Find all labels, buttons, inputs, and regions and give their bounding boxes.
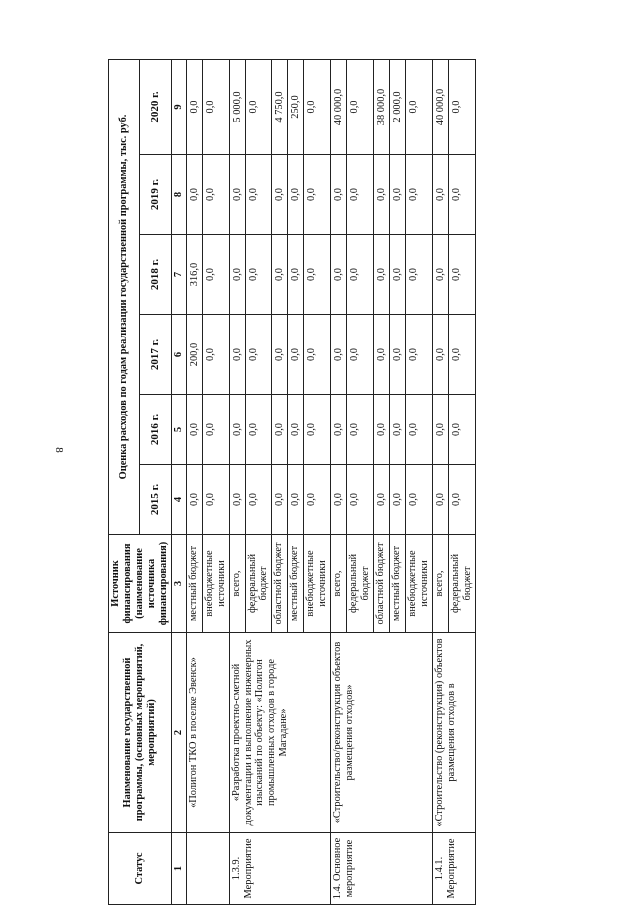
value-cell: 5 000,0 [229,60,245,155]
column-number: 2 [171,633,186,833]
row-source: областной бюджет [272,535,288,633]
header-status: Статус [109,833,172,905]
column-number: 3 [171,535,186,633]
row-status: 1.4. Основное мероприятие [331,833,433,905]
value-cell: 0,0 [202,315,229,395]
row-source: местный бюджет [288,535,304,633]
value-cell: 0,0 [374,465,390,535]
row-source: местный бюджет [186,535,202,633]
header-year: 2016 г. [139,395,171,465]
column-number: 6 [171,315,186,395]
value-cell: 0,0 [390,465,406,535]
value-cell: 0,0 [186,395,202,465]
value-cell: 0,0 [186,465,202,535]
row-status: 1.3.9. Мероприятие [229,833,331,905]
row-source: федеральный бюджет [245,535,272,633]
row-source: внебюджетные источники [202,535,229,633]
value-cell: 0,0 [406,465,433,535]
value-cell: 0,0 [288,155,304,235]
value-cell: 0,0 [288,465,304,535]
value-cell: 0,0 [288,315,304,395]
row-source: областной бюджет [374,535,390,633]
row-name: «Строительство/реконструкция объектов размещения отходов» [331,633,433,833]
value-cell: 0,0 [229,395,245,465]
value-cell: 0,0 [229,315,245,395]
value-cell: 0,0 [331,395,347,465]
value-cell: 0,0 [390,155,406,235]
row-source: федеральный бюджет [448,535,475,633]
column-number: 9 [171,60,186,155]
table-body [186,60,475,905]
value-cell: 0,0 [272,465,288,535]
value-cell: 4 750,0 [272,60,288,155]
value-cell: 0,0 [432,235,448,315]
header-name: Наименование государственной программы, (основных мероприятий, мероприятий) [109,633,172,833]
value-cell: 0,0 [406,315,433,395]
page-number: 8 [52,447,65,453]
value-cell: 0,0 [202,465,229,535]
value-cell: 0,0 [288,235,304,315]
value-cell: 0,0 [390,315,406,395]
value-cell: 0,0 [390,395,406,465]
row-name: «Строительство (реконструкция) объектов размещения отходов в [432,633,475,833]
value-cell: 0,0 [245,155,272,235]
value-cell: 0,0 [406,395,433,465]
value-cell: 0,0 [245,465,272,535]
table-row [331,60,347,905]
value-cell: 0,0 [448,235,475,315]
value-cell: 0,0 [272,155,288,235]
row-source: всего, [229,535,245,633]
value-cell: 0,0 [288,395,304,465]
value-cell: 250,0 [288,60,304,155]
value-cell: 2 000,0 [390,60,406,155]
value-cell: 40 000,0 [331,60,347,155]
row-source: местный бюджет [390,535,406,633]
value-cell: 0,0 [202,395,229,465]
column-number: 8 [171,155,186,235]
row-name: «Полигон ТКО в поселке Эвенск» [186,633,229,833]
column-number: 7 [171,235,186,315]
value-cell: 0,0 [245,315,272,395]
column-number: 1 [171,833,186,905]
value-cell: 0,0 [347,395,374,465]
value-cell: 0,0 [331,315,347,395]
value-cell: 0,0 [448,60,475,155]
value-cell: 0,0 [374,315,390,395]
value-cell: 0,0 [304,315,331,395]
header-year: 2019 г. [139,155,171,235]
value-cell: 0,0 [432,155,448,235]
value-cell: 0,0 [432,395,448,465]
column-number-row [171,60,186,905]
header-estimate: Оценка расходов по годам реализации государственной программы, тыс. руб. [109,60,140,535]
row-source: внебюджетные источники [406,535,433,633]
row-status [186,833,229,905]
value-cell: 0,0 [432,315,448,395]
table-row [432,60,448,905]
value-cell: 0,0 [304,465,331,535]
value-cell: 0,0 [272,395,288,465]
value-cell: 0,0 [374,155,390,235]
value-cell: 0,0 [202,155,229,235]
value-cell: 0,0 [406,235,433,315]
value-cell: 0,0 [304,155,331,235]
value-cell: 0,0 [272,315,288,395]
value-cell: 0,0 [448,315,475,395]
value-cell: 0,0 [390,235,406,315]
value-cell: 0,0 [347,155,374,235]
value-cell: 0,0 [347,60,374,155]
value-cell: 0,0 [347,315,374,395]
value-cell: 0,0 [432,465,448,535]
header-year: 2015 г. [139,465,171,535]
value-cell: 0,0 [331,155,347,235]
value-cell: 0,0 [245,60,272,155]
column-number: 5 [171,395,186,465]
table-row [186,60,202,905]
table-row [229,60,245,905]
value-cell: 0,0 [448,465,475,535]
value-cell: 0,0 [202,60,229,155]
row-source: федеральный бюджет [347,535,374,633]
header-year: 2020 г. [139,60,171,155]
value-cell: 0,0 [304,60,331,155]
header-year: 2017 г. [139,315,171,395]
value-cell: 0,0 [347,465,374,535]
row-source: всего, [432,535,448,633]
value-cell: 0,0 [304,395,331,465]
value-cell: 200,0 [186,315,202,395]
rotated-table-page [108,60,636,905]
value-cell: 0,0 [186,60,202,155]
row-name: «Разработка проектно-сметной документации и выполнение инженерных изысканий по объекту: «Полигон промышленных отходов в городе Магадане» [229,633,331,833]
value-cell: 40 000,0 [432,60,448,155]
value-cell: 38 000,0 [374,60,390,155]
row-status: 1.4.1. Мероприятие [432,833,475,905]
value-cell: 0,0 [304,235,331,315]
value-cell: 0,0 [374,395,390,465]
value-cell: 316,0 [186,235,202,315]
value-cell: 0,0 [448,395,475,465]
table-header [109,60,187,905]
value-cell: 0,0 [186,155,202,235]
header-year: 2018 г. [139,235,171,315]
row-source: всего, [331,535,347,633]
row-source: внебюджетные источники [304,535,331,633]
value-cell: 0,0 [245,395,272,465]
value-cell: 0,0 [331,465,347,535]
header-source: Источник финансирования (наименование источника финансирования) [109,535,172,633]
column-number: 4 [171,465,186,535]
value-cell: 0,0 [406,155,433,235]
value-cell: 0,0 [202,235,229,315]
value-cell: 0,0 [331,235,347,315]
value-cell: 0,0 [406,60,433,155]
value-cell: 0,0 [245,235,272,315]
value-cell: 0,0 [347,235,374,315]
value-cell: 0,0 [229,235,245,315]
value-cell: 0,0 [229,155,245,235]
value-cell: 0,0 [448,155,475,235]
financing-table [108,59,476,905]
value-cell: 0,0 [272,235,288,315]
value-cell: 0,0 [229,465,245,535]
value-cell: 0,0 [374,235,390,315]
